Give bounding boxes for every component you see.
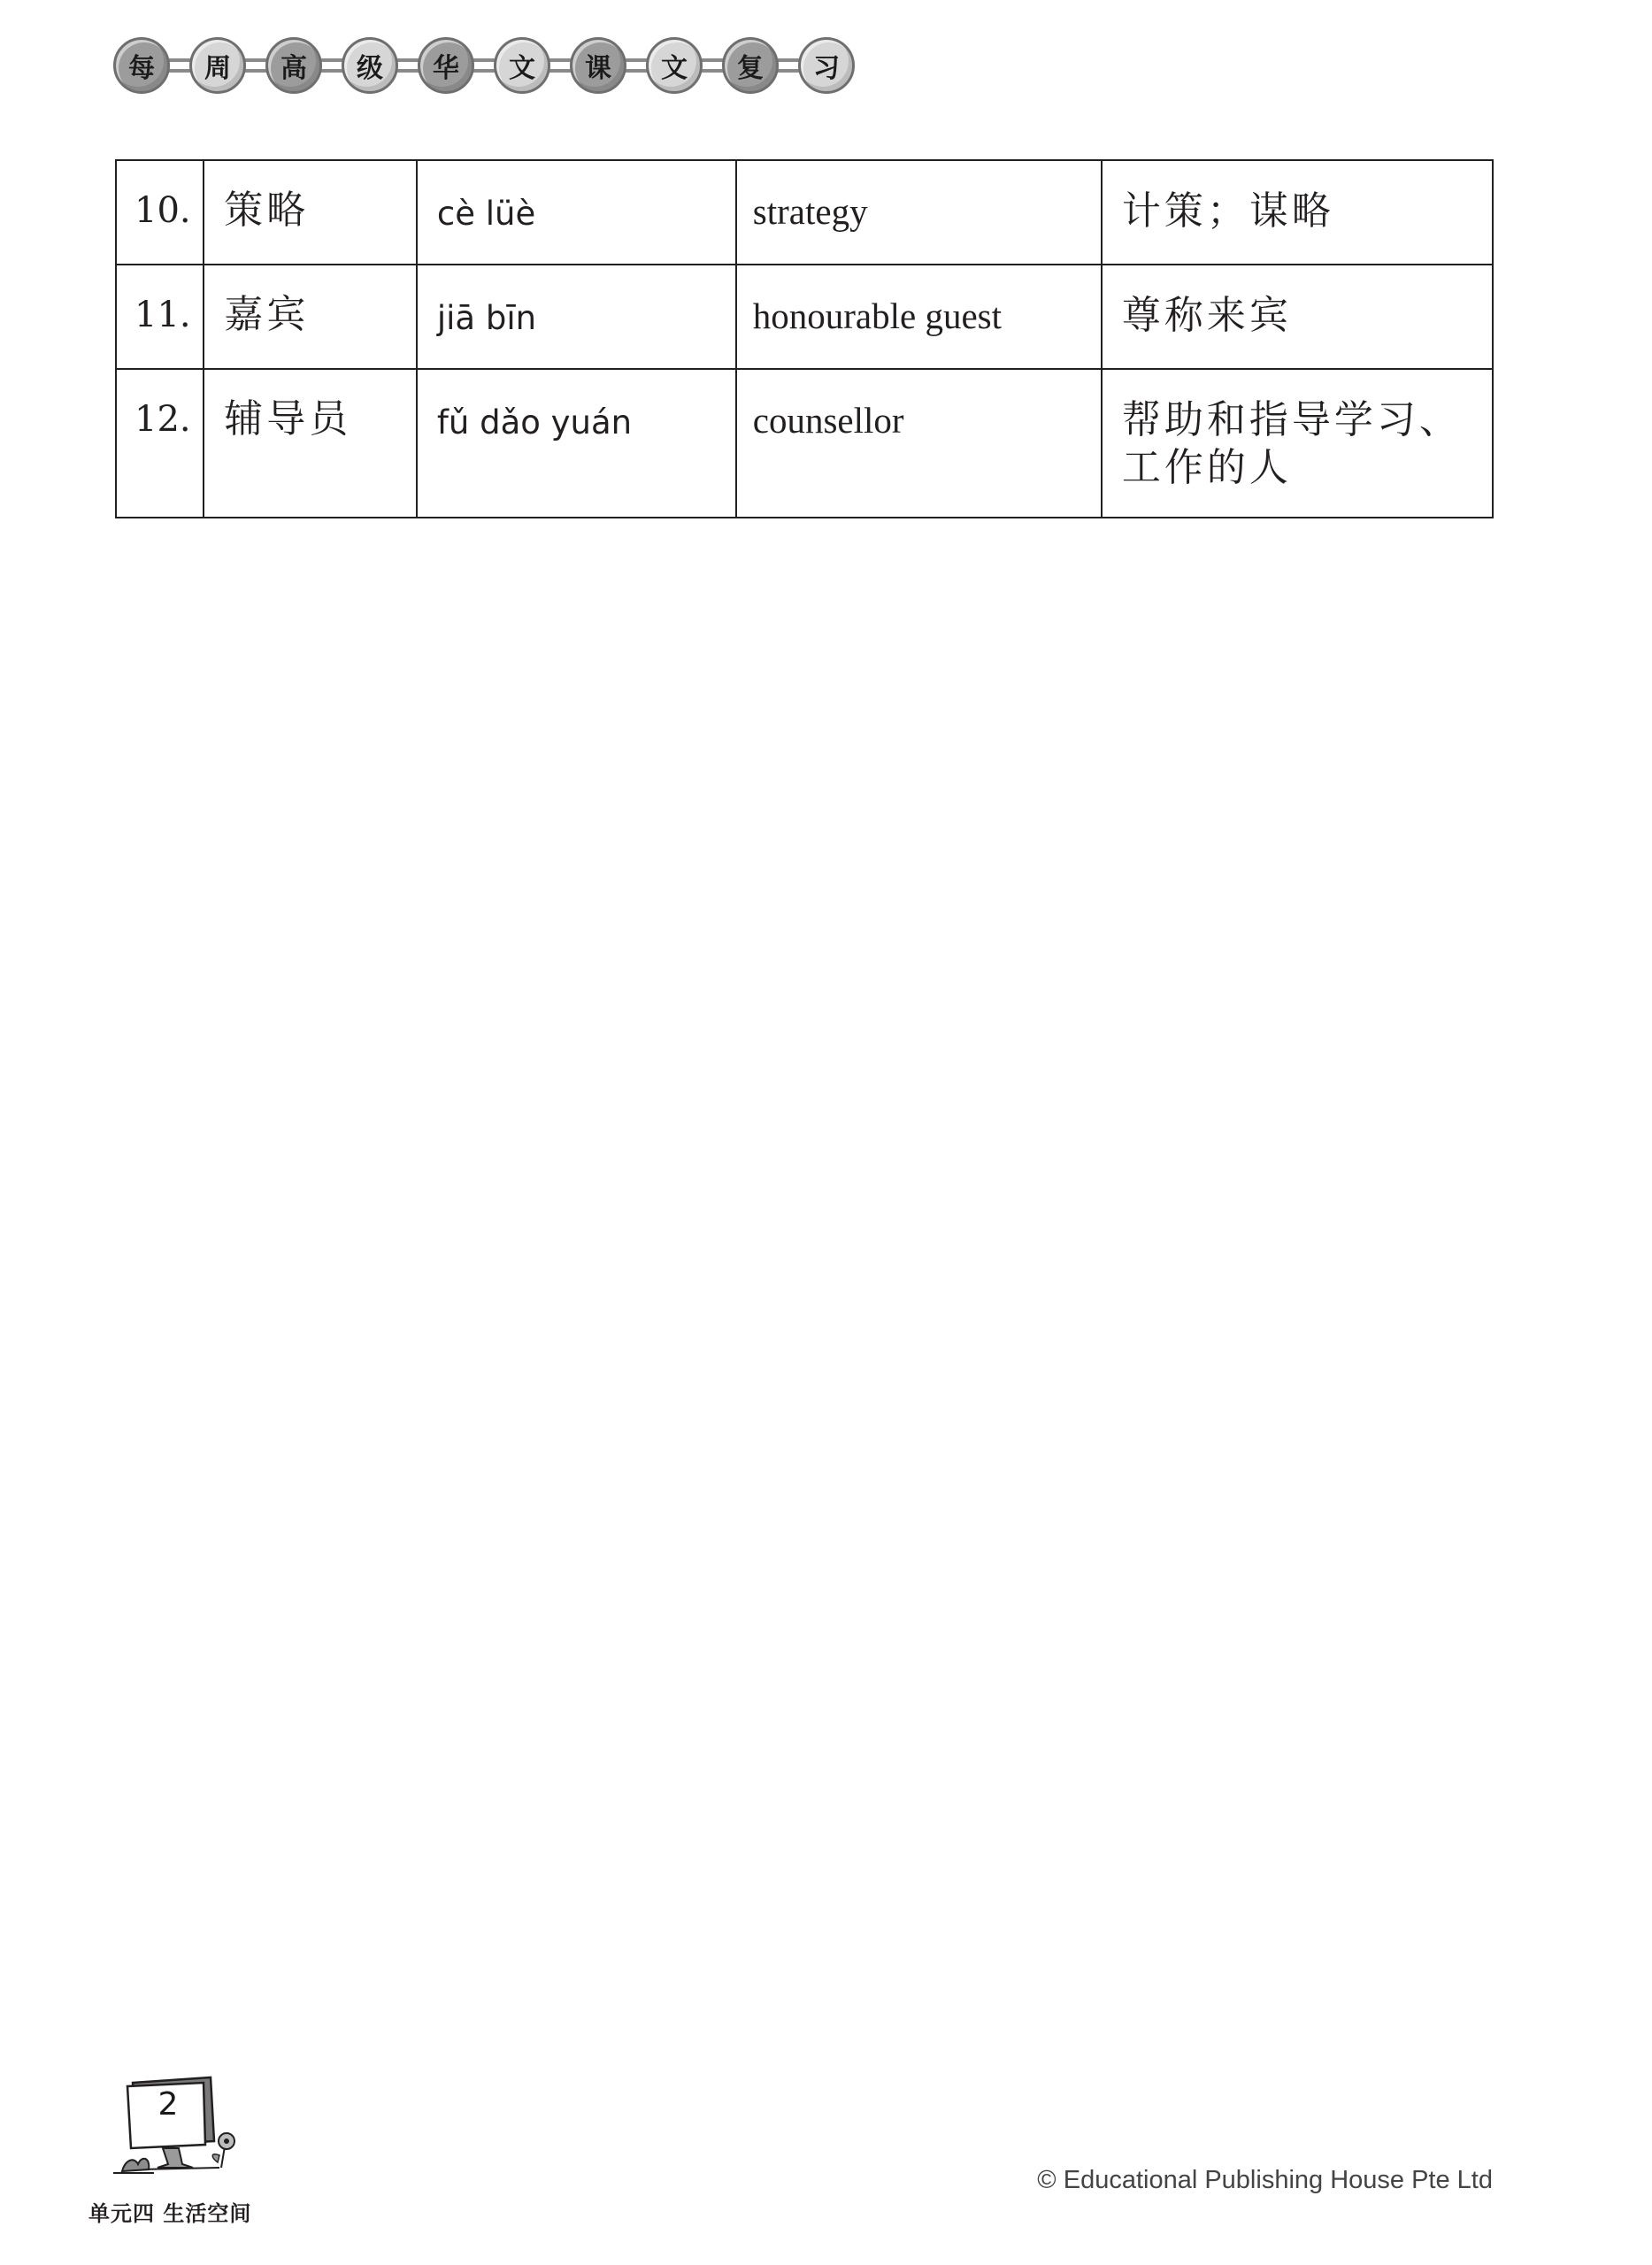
vocabulary-table [115, 159, 1494, 518]
english-meaning: honourable guest [752, 296, 1003, 336]
table-row [116, 265, 1493, 369]
chain-char-5: 华 [418, 37, 474, 94]
chinese-definition: 尊称来宾 [1121, 293, 1292, 338]
chain-char-6: 文 [494, 37, 550, 94]
chain-char-3: 高 [265, 37, 322, 94]
chinese-word: 辅导员 [224, 396, 352, 441]
chain-char-8: 文 [646, 37, 703, 94]
table-row [116, 369, 1493, 518]
chain-char-10: 习 [798, 37, 855, 94]
chain-char-1: 每 [113, 37, 170, 94]
pinyin: cè lüè [436, 195, 536, 233]
copyright-notice: © Educational Publishing House Pte Ltd [1037, 2166, 1493, 2194]
chain-char-9: 复 [722, 37, 779, 94]
english-meaning: counsellor [752, 400, 904, 441]
row-number: 12. [134, 399, 191, 440]
chain-char-7: 课 [570, 37, 626, 94]
chain-char-2: 周 [189, 37, 246, 94]
chinese-definition: 计策；谋略 [1121, 188, 1334, 234]
chinese-word: 策略 [224, 188, 310, 233]
pinyin: fǔ dǎo yuán [436, 403, 633, 441]
chain-char-4: 级 [342, 37, 398, 94]
header-title-chain [113, 34, 857, 97]
chinese-definition: 帮助和指导学习、工作的人 [1121, 397, 1462, 490]
table-row [116, 160, 1493, 265]
row-number: 10. [134, 190, 191, 231]
english-meaning: strategy [752, 191, 868, 232]
unit-label: 单元四 生活空间 [88, 2201, 252, 2226]
page-number-badge [87, 2076, 264, 2191]
chinese-word: 嘉宾 [224, 292, 310, 337]
row-number: 11. [134, 295, 191, 335]
page-number: 2 [158, 2086, 179, 2123]
pinyin: jiā bīn [436, 299, 537, 337]
